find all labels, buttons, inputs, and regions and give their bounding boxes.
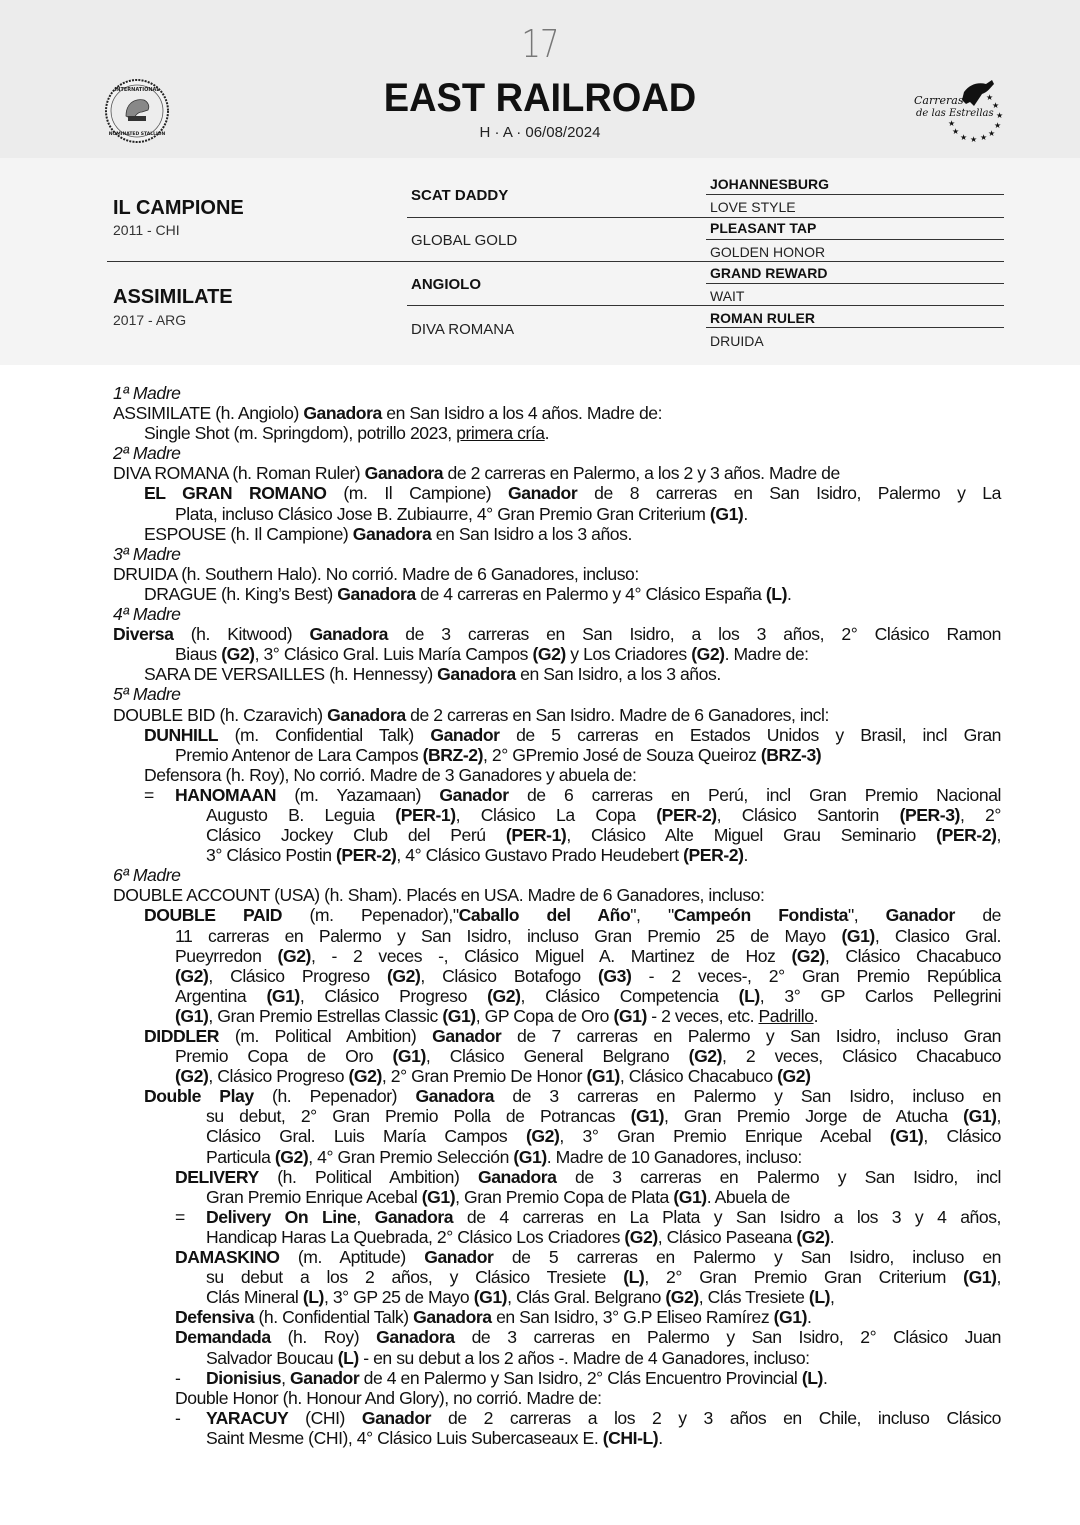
pedigree-sire-sire: SCAT DADDY <box>411 187 509 204</box>
heading-5a-madre: 5ª Madre <box>113 684 181 705</box>
pedigree-dam-sire: ANGIOLO <box>411 276 481 293</box>
pedigree-gen3-4: GOLDEN HONOR <box>710 244 826 260</box>
text-line: DOUBLE PAID (m. Pepenador),"Caballo del Año", "Campeón Fondista", Ganador de <box>144 905 1001 926</box>
text-line: DOUBLE ACCOUNT (USA) (h. Sham). Placés en USA. Madre de 6 Ganadores, incluso: <box>113 885 765 906</box>
text-line: (G2), Clásico Progreso (G2), Clásico Botafogo (G3) - 2 veces-, 2° Gran Premio República <box>175 965 1002 986</box>
text-line: Biaus (G2), 3° Clásico Gral. Luis María Campos (G2) y Los Criadores (G2). Madre de: <box>175 644 809 665</box>
pedigree-dam-dam: DIVA ROMANA <box>411 321 515 338</box>
pedigree-divider <box>407 305 1004 306</box>
pedigree-sire-name: IL CAMPIONE <box>113 197 244 219</box>
text-line: - Dionisius, Ganador de 4 en Palermo y San Isidro, 2° Clás Encuentro Provincial (L). <box>175 1367 828 1388</box>
text-line: DELIVERY (h. Political Ambition) Ganadora de 3 carreras en Palermo y San Isidro, incl <box>175 1166 1001 1187</box>
pedigree-gen3-8: DRUIDA <box>710 333 764 349</box>
text-line: DIVA ROMANA (h. Roman Ruler) Ganadora de 2 carreras en Palermo, a los 2 y 3 años. Madre de <box>113 463 840 484</box>
svg-text:★: ★ <box>996 111 1004 120</box>
svg-text:★: ★ <box>960 133 968 142</box>
text-line: Defensiva (h. Confidential Talk) Ganadora en San Isidro, 3° G.P Eliseo Ramírez (G1). <box>175 1307 812 1328</box>
svg-text:★: ★ <box>952 127 960 136</box>
pedigree-divider <box>706 239 1004 240</box>
pedigree-dam-info: 2017 - ARG <box>113 312 187 328</box>
horse-name: EAST RAILROAD <box>383 76 697 120</box>
text-line: EL GRAN ROMANO (m. Il Campione) Ganador de 8 carreras en San Isidro, Palermo y La <box>144 483 1001 504</box>
text-line: = Delivery On Line, Ganadora de 4 carreras en La Plata y San Isidro a los 3 y 4 años, <box>175 1206 1001 1227</box>
pedigree-gen3-1: JOHANNESBURG <box>710 176 830 192</box>
pedigree-gen3-2: LOVE STYLE <box>710 199 796 215</box>
text-line: Defensora (h. Roy), No corrió. Madre de 3 Ganadores y abuela de: <box>144 764 637 785</box>
text-line: (G2), Clásico Progreso (G2), 2° Gran Premio De Honor (G1), Clásico Chacabuco (G2) <box>175 1066 811 1087</box>
horse-details: H · A · 06/08/2024 <box>479 124 601 141</box>
heading-2a-madre: 2ª Madre <box>113 443 181 464</box>
text-line: 11 carreras en Palermo y San Isidro, incluso Gran Premio 25 de Mayo (G1), Clasico Gral. <box>175 925 1001 946</box>
svg-text:Carreras: Carreras <box>914 94 964 107</box>
text-line: Particula (G2), 4° Gran Premio Selección (G1). Madre de 10 Ganadores, incluso: <box>206 1146 802 1167</box>
text-line: 3° Clásico Postin (PER-2), 4° Clásico Gustavo Prado Heudebert (PER-2). <box>206 845 748 866</box>
text-line: Demandada (h. Roy) Ganadora de 3 carreras en Palermo y San Isidro, 2° Clásico Juan <box>175 1327 1001 1348</box>
svg-text:de las Estrellas: de las Estrellas <box>916 108 994 119</box>
pedigree-gen3-7: ROMAN RULER <box>710 310 815 326</box>
text-line: Saint Mesme (CHI), 4° Clásico Luis Subercaseaux E. (CHI-L). <box>206 1427 663 1448</box>
text-line: Handicap Haras La Quebrada, 2° Clásico Los Criadores (G2), Clásico Paseana (G2). <box>206 1226 835 1247</box>
text-line: Premio Copa de Oro (G1), Clásico General Belgrano (G2), 2 veces, Clásico Chacabuco <box>175 1046 1001 1067</box>
text-line: Augusto B. Leguia (PER-1), Clásico La Copa (PER-2), Clásico Santorin (PER-3), 2° <box>206 804 1001 825</box>
text-line: = HANOMAAN (m. Yazamaan) Ganador de 6 carreras en Perú, incl Gran Premio Nacional <box>144 784 1001 805</box>
svg-text:INTERNATIONAL: INTERNATIONAL <box>114 87 160 93</box>
pedigree-divider <box>407 217 1004 218</box>
text-line: DIDDLER (m. Political Ambition) Ganador de 7 carreras en Palermo y San Isidro, incluso Gran <box>144 1026 1001 1046</box>
svg-text:★: ★ <box>994 121 1002 130</box>
text-line: Gran Premio Enrique Acebal (G1), Gran Premio Copa de Plata (G1). Abuela de <box>206 1186 790 1207</box>
text-line: DRAGUE (h. King’s Best) Ganadora de 4 carreras en Palermo y 4° Clásico España (L). <box>144 583 792 604</box>
heading-1a-madre: 1ª Madre <box>113 383 181 403</box>
svg-text:★: ★ <box>948 119 956 128</box>
text-line: su debut, 2° Gran Premio Polla de Potrancas (G1), Gran Premio Jorge de Atucha (G1), <box>206 1106 1001 1127</box>
text-line: Clásico Gral. Luis María Campos (G2), 3° Gran Premio Enrique Acebal (G1), Clásico <box>206 1126 1001 1147</box>
text-line: ESPOUSE (h. Il Campione) Ganadora en San Isidro a los 3 años. <box>144 523 632 544</box>
text-line: DOUBLE BID (h. Czaravich) Ganadora de 2 carreras en San Isidro. Madre de 6 Ganadores, incl: <box>113 704 829 725</box>
svg-text:★: ★ <box>992 101 1000 110</box>
svg-text:★: ★ <box>986 93 994 102</box>
svg-text:★: ★ <box>988 129 996 138</box>
heading-4a-madre: 4ª Madre <box>113 604 181 625</box>
text-line: Double Honor (h. Honour And Glory), no corrió. Madre de: <box>175 1387 602 1408</box>
lot-number: 17 <box>521 22 559 66</box>
text-line: - YARACUY (CHI) Ganador de 2 carreras a los 2 y 3 años en Chile, incluso Clásico <box>175 1407 1001 1428</box>
text-line: DAMASKINO (m. Aptitude) Ganador de 5 carreras en Palermo y San Isidro, incluso en <box>175 1247 1001 1268</box>
text-line: Clásico Jockey Club del Perú (PER-1), Clásico Alte Miguel Grau Seminario (PER-2), <box>206 825 1001 846</box>
svg-text:★: ★ <box>970 135 978 144</box>
pedigree-divider <box>706 327 1004 328</box>
text-line: Diversa (h. Kitwood) Ganadora de 3 carreras en San Isidro, a los 3 años, 2° Clásico Ramon <box>113 624 1001 645</box>
dam-line-text <box>113 383 1001 1448</box>
svg-text:★: ★ <box>980 133 988 142</box>
heading-3a-madre: 3ª Madre <box>113 543 181 564</box>
text-line: Single Shot (m. Springdom), potrillo 2023, primera cría. <box>144 423 550 444</box>
text-line: Plata, incluso Clásico Jose B. Zubiaurre, 4° Gran Premio Gran Criterium (G1). <box>175 503 748 524</box>
text-line: Premio Antenor de Lara Campos (BRZ-2), 2° GPremio José de Souza Queiroz (BRZ-3) <box>175 744 822 765</box>
pedigree-divider <box>706 283 1004 284</box>
heading-6a-madre: 6ª Madre <box>113 865 181 886</box>
text-line: su debut a los 2 años, y Clásico Tresiete (L), 2° Gran Premio Gran Criterium (G1), <box>206 1267 1001 1288</box>
text-line: DUNHILL (m. Confidential Talk) Ganador de 5 carreras en Estados Unidos y Brasil, incl Gran <box>144 724 1001 745</box>
text-line: Clás Mineral (L), 3° GP 25 de Mayo (G1), Clás Gral. Belgrano (G2), Clás Tresiete (L), <box>206 1287 835 1308</box>
text-line: DRUIDA (h. Southern Halo). No corrió. Madre de 6 Ganadores, incluso: <box>113 563 639 584</box>
pedigree-dam-name: ASSIMILATE <box>113 286 233 308</box>
text-line: Pueyrredon (G2), - 2 veces -, Clásico Miguel A. Martinez de Hoz (G2), Clásico Chacabuco <box>175 945 1001 966</box>
text-line: Argentina (G1), Clásico Progreso (G2), Clásico Competencia (L), 3° GP Carlos Pellegrini <box>175 985 1002 1006</box>
pedigree-sire-info: 2011 - CHI <box>113 222 180 238</box>
text-line: (G1), Gran Premio Estrellas Classic (G1), GP Copa de Oro (G1) - 2 veces, etc. Padrillo. <box>175 1005 819 1026</box>
text-line: Double Play (h. Pepenador) Ganadora de 3 carreras en Palermo y San Isidro, incluso en <box>144 1086 1001 1107</box>
pedigree-sire-dam: GLOBAL GOLD <box>411 232 518 249</box>
pedigree-gen3-5: GRAND REWARD <box>710 265 828 281</box>
pedigree-divider <box>107 261 1004 262</box>
text-line: SARA DE VERSAILLES (h. Hennessy) Ganadora en San Isidro, a los 3 años. <box>144 664 721 685</box>
text-line: Salvador Boucau (L) - en su debut a los 2 años -. Madre de 4 Ganadores, incluso: <box>206 1347 810 1368</box>
pedigree-gen3-3: PLEASANT TAP <box>710 220 817 236</box>
svg-text:NOMINATED STALLION: NOMINATED STALLION <box>108 132 166 137</box>
text-line: ASSIMILATE (h. Angiolo) Ganadora en San Isidro a los 4 años. Madre de: <box>113 403 663 424</box>
pedigree-gen3-6: WAIT <box>710 288 745 304</box>
pedigree-divider <box>706 194 1004 195</box>
